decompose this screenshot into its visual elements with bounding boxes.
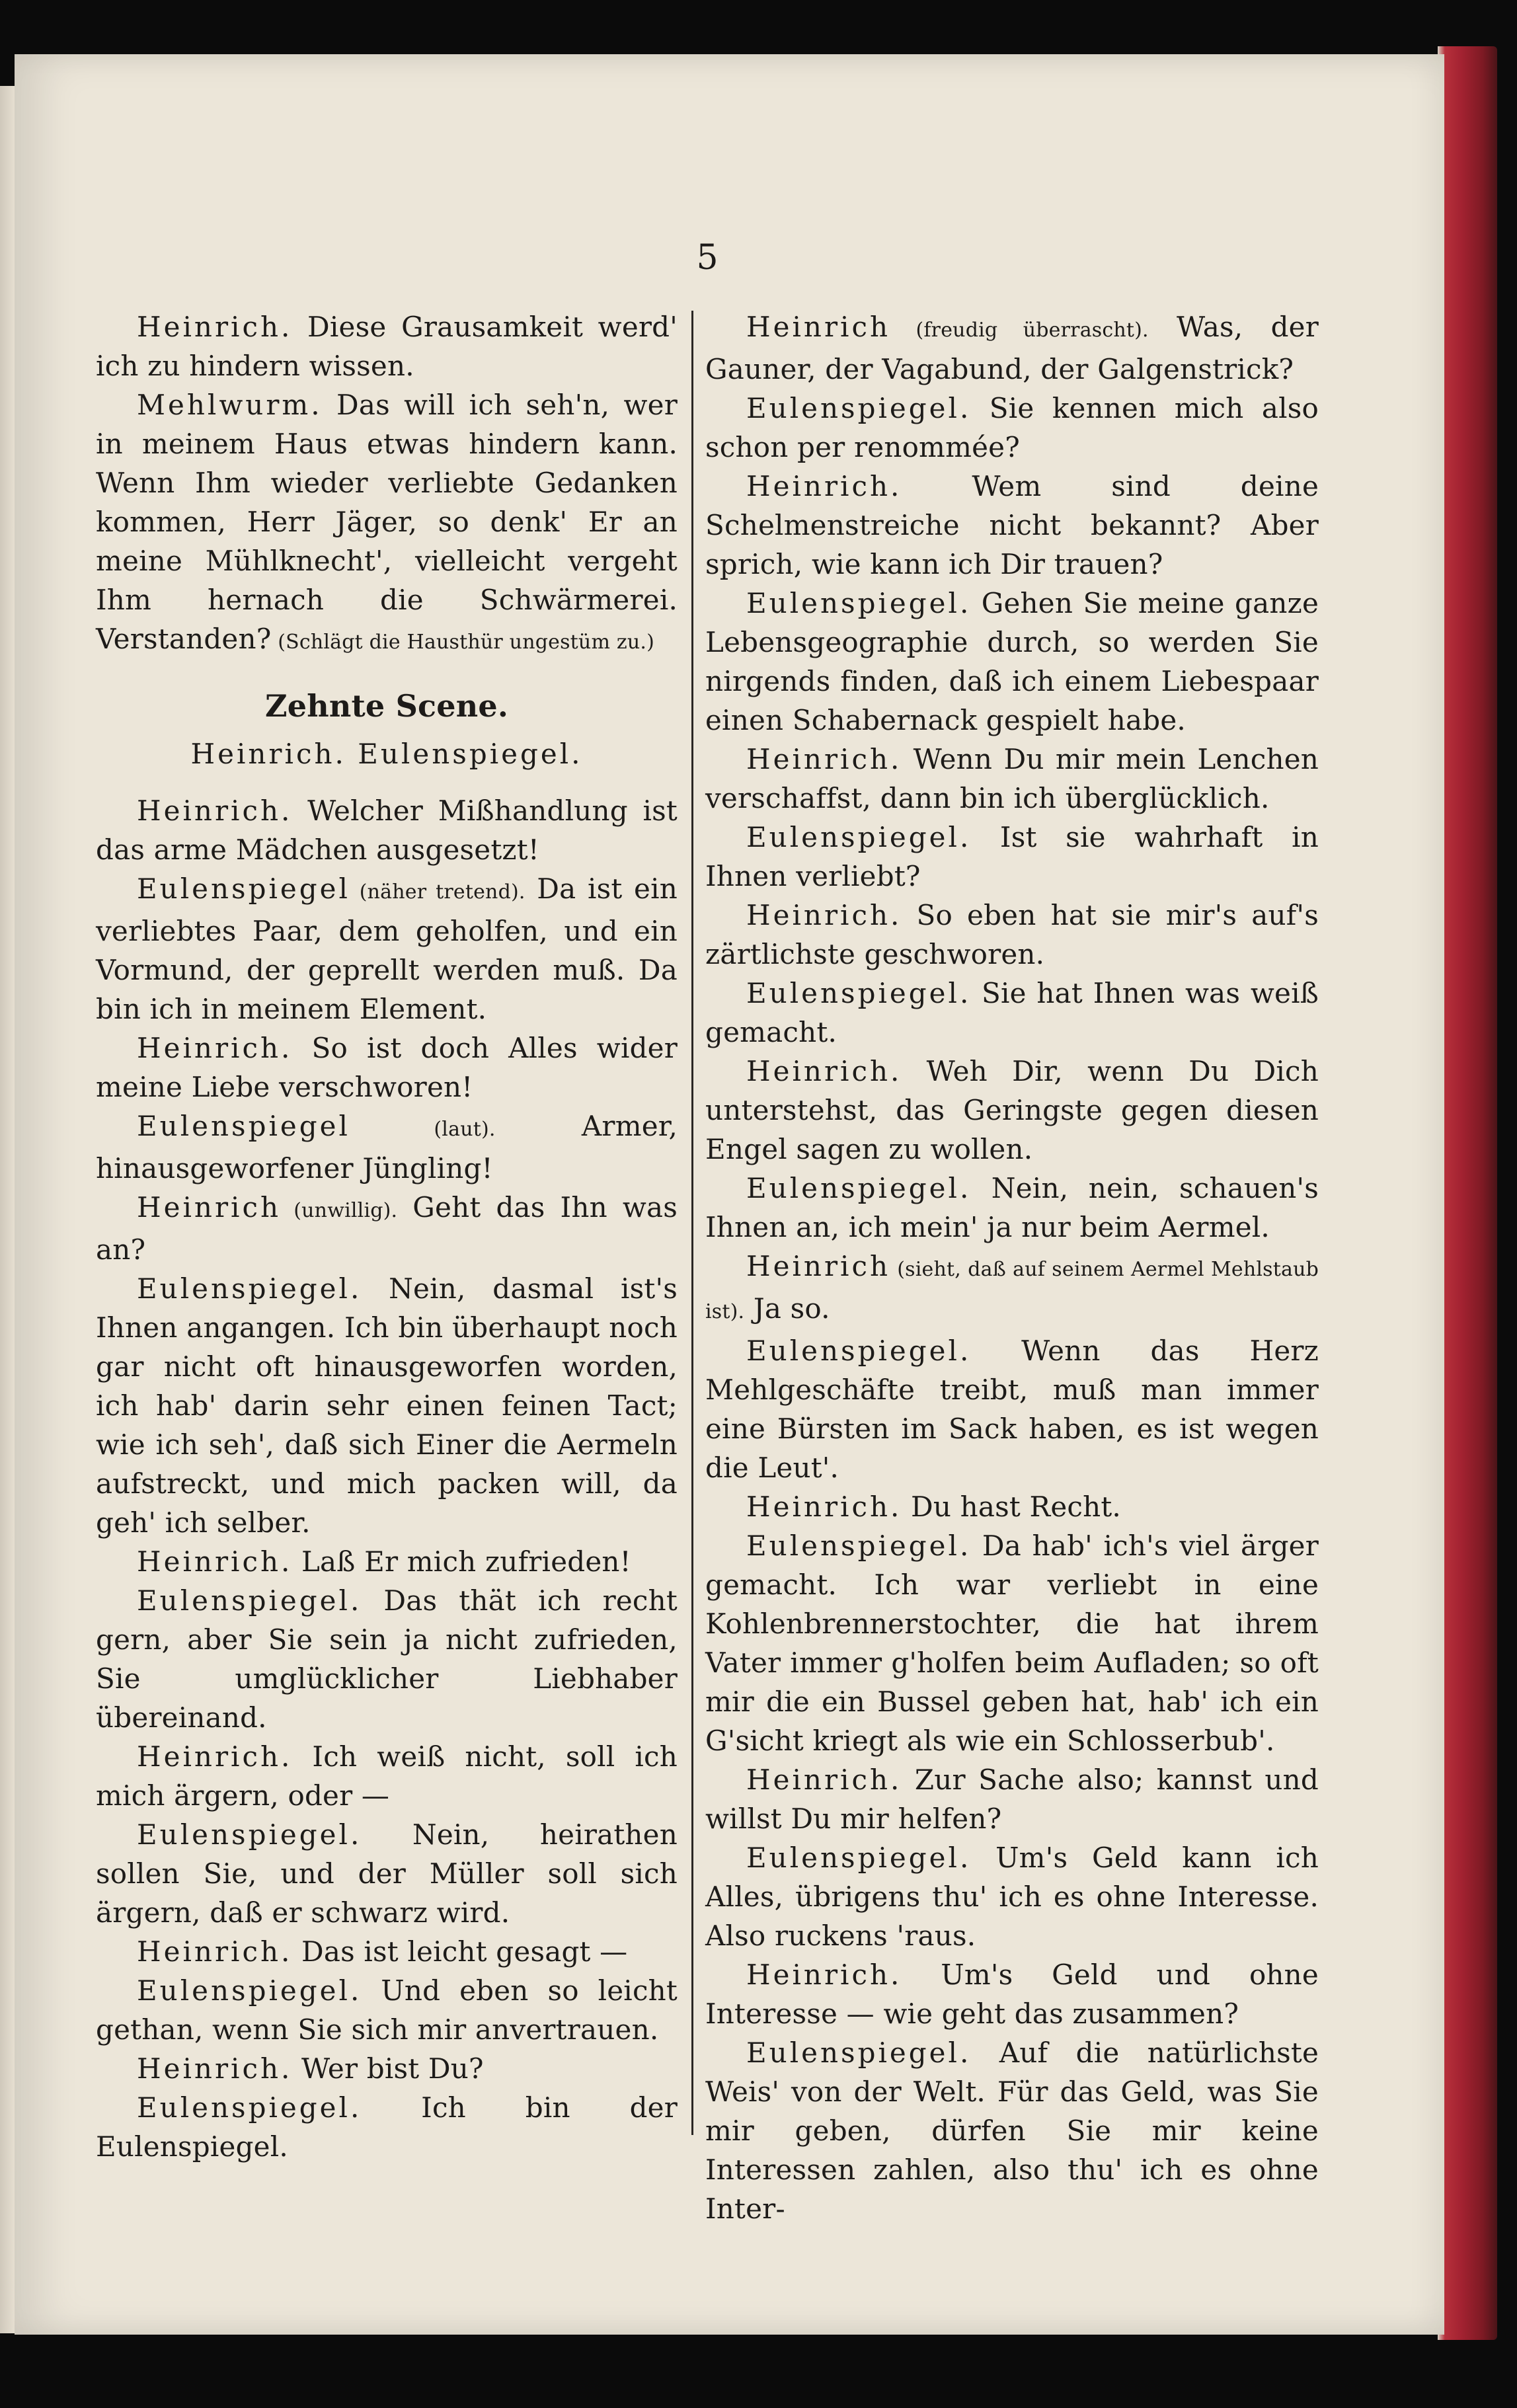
speaker-name: Eulenspiegel <box>137 1110 350 1142</box>
dialogue-text: Das thät ich recht gern, aber Sie sein ja nicht zufrieden, Sie umglücklicher Liebhaber übereinand. <box>96 1584 678 1734</box>
speaker-name: Eulenspiegel. <box>137 1818 362 1851</box>
dialogue-text: Zur Sache also; kannst und willst Du mir helfen? <box>705 1764 1319 1835</box>
stage-direction: (freudig überrascht). <box>890 319 1149 342</box>
dialogue-text: Weh Dir, wenn Du Dich unterstehst, das Geringste gegen diesen Engel sagen zu wollen. <box>705 1055 1319 1165</box>
dialogue-text: Wer bist Du? <box>292 2052 484 2085</box>
dialogue-text: Welcher Mißhandlung ist das arme Mädchen ausgesetzt! <box>96 795 678 866</box>
speaker-name: Eulenspiegel. <box>746 1842 972 1874</box>
dialogue-text: Nein, nein, schauen's Ihnen an, ich mein' ja nur beim Aermel. <box>705 1172 1319 1243</box>
dialogue-text: So ist doch Alles wider meine Liebe verschworen! <box>96 1032 678 1103</box>
dialogue-line <box>96 2049 678 2088</box>
dialogue-text: Ich bin der Eulenspiegel. <box>96 2091 678 2163</box>
dialogue-line <box>96 1542 678 1581</box>
dialogue-line <box>96 1029 678 1107</box>
speaker-name: Heinrich <box>746 1250 891 1282</box>
dialogue-line <box>96 1737 678 1815</box>
dialogue-text: Ist sie wahrhaft in Ihnen verliebt? <box>705 821 1319 892</box>
speaker-name: Eulenspiegel <box>137 873 350 905</box>
dialogue-text: Um's Geld kann ich Alles, übrigens thu' ich es ohne Interesse. Also ruckens 'raus. <box>705 1842 1319 1952</box>
dialogue-text: Wem sind deine Schelmenstreiche nicht bekannt? Aber sprich, wie kann ich Dir trauen? <box>705 470 1319 580</box>
dialogue-line <box>96 1815 678 1932</box>
speaker-name: Heinrich. <box>746 1959 902 1991</box>
speaker-name: Eulenspiegel. <box>746 977 972 1009</box>
speaker-name: Heinrich. <box>137 1032 293 1064</box>
speaker-name: Heinrich <box>137 1191 282 1223</box>
dialogue-text: Diese Grausamkeit werd' ich zu hindern wissen. <box>96 311 678 382</box>
book-cover-edge <box>1438 46 1497 2340</box>
speaker-name: Eulenspiegel. <box>746 1530 972 1562</box>
dialogue-line <box>96 1932 678 1971</box>
speaker-name: Eulenspiegel. <box>746 1172 972 1204</box>
dialogue-text: Um's Geld und ohne Interesse — wie geht das zusammen? <box>705 1959 1319 2030</box>
dialogue-text: Sie kennen mich also schon per renommée? <box>705 392 1319 463</box>
left-column <box>96 307 678 2166</box>
speaker-name: Eulenspiegel. <box>746 821 972 853</box>
dialogue-line <box>705 1487 1319 1526</box>
dialogue-line <box>96 1971 678 2049</box>
adjacent-page-edge <box>0 86 15 2333</box>
speaker-name: Heinrich. <box>746 470 902 502</box>
dialogue-text: Laß Er mich zufrieden! <box>292 1545 631 1578</box>
stage-direction: (laut). <box>350 1118 496 1141</box>
dialogue-line <box>96 307 678 385</box>
dialogue-line <box>705 1526 1319 1760</box>
dialogue-text: Sie hat Ihnen was weiß gemacht. <box>705 977 1319 1048</box>
dialogue-text: Was, der Gauner, der Vagabund, der Galgenstrick? <box>705 311 1319 385</box>
speaker-name: Heinrich. <box>746 1055 902 1087</box>
speaker-name: Heinrich <box>746 311 891 343</box>
dialogue-text: Da hab' ich's viel ärger gemacht. Ich war verliebt in eine Kohlenbrennerstochter, die hat ihrem Vater immer g'holfen beim Aufladen; so oft mir die ein Bussel geben hat, hab' ich ein G'sicht kriegt als wie ein Schlosserbub'. <box>705 1530 1319 1757</box>
dialogue-line <box>705 389 1319 467</box>
dialogue-line <box>705 974 1319 1052</box>
dialogue-line <box>705 818 1319 896</box>
dialogue-line <box>96 1269 678 1542</box>
dialogue-line <box>705 1838 1319 1955</box>
dialogue-text: Ich weiß nicht, soll ich mich ärgern, oder — <box>96 1740 678 1812</box>
stage-direction: (sieht, daß auf seinem Aermel Mehlstaub ist). <box>705 1258 1319 1323</box>
speaker-name: Eulenspiegel. <box>746 2037 972 2069</box>
dialogue-line <box>96 869 678 1029</box>
dialogue-line <box>705 1760 1319 1838</box>
speaker-name: Eulenspiegel. <box>137 1272 362 1305</box>
dialogue-text: Du hast Recht. <box>902 1491 1121 1523</box>
dialogue-line <box>705 896 1319 974</box>
speaker-name: Eulenspiegel. <box>137 2091 362 2124</box>
dialogue-line <box>705 1955 1319 2033</box>
dialogue-line <box>96 1188 678 1269</box>
dialogue-line <box>96 1581 678 1737</box>
column-divider <box>691 311 693 2135</box>
dialogue-line <box>96 1107 678 1188</box>
dialogue-line <box>705 467 1319 584</box>
dialogue-line <box>705 1169 1319 1247</box>
dialogue-line <box>705 1052 1319 1169</box>
stage-direction: (näher tretend). <box>350 880 525 904</box>
dialogue-line <box>705 307 1319 389</box>
dialogue-text: Nein, dasmal ist's Ihnen angangen. Ich bin überhaupt noch gar nicht oft hinausgeworfen worden, ich hab' darin sehr einen feinen Tact; wie ich seh', daß sich Einer die Aermeln aufstreckt, und mich packen will, da geh' ich selber. <box>96 1272 678 1539</box>
speaker-name: Heinrich. <box>137 311 293 343</box>
dialogue-text: Das will ich seh'n, wer in meinem Haus etwas hindern kann. Wenn Ihm wieder verliebte Gedanken kommen, Herr Jäger, so denk' Er an meine Mühlknecht', vielleicht vergeht Ihm hernach die Schwärmerei. Verstanden? <box>96 389 678 655</box>
speaker-name: Heinrich. <box>137 1740 293 1773</box>
stage-direction: (unwillig). <box>281 1199 398 1222</box>
dialogue-line <box>96 791 678 869</box>
dialogue-text: Und eben so leicht gethan, wenn Sie sich mir anvertrauen. <box>96 1974 678 2046</box>
dialogue-line <box>705 1331 1319 1487</box>
speaker-name: Heinrich. <box>746 899 902 931</box>
dialogue-line <box>96 2088 678 2166</box>
page-number: 5 <box>696 238 719 278</box>
dialogue-text: Ja so. <box>744 1292 830 1325</box>
dialogue-text: Geht das Ihn was an? <box>96 1191 678 1266</box>
speaker-name: Eulenspiegel. <box>137 1974 362 2007</box>
dialogue-text: Auf die natürlichste Weis' von der Welt. Für das Geld, was Sie mir geben, dürfen Sie mir keine Interessen zahlen, also thu' ich es ohne Inter- <box>705 2037 1319 2225</box>
speaker-name: Eulenspiegel. <box>746 392 972 424</box>
right-column <box>705 307 1319 2228</box>
dialogue-line <box>96 385 678 662</box>
speaker-name: Heinrich. <box>746 1764 902 1796</box>
scene-characters: Heinrich. Eulenspiegel. <box>190 738 583 770</box>
dialogue-line <box>705 584 1319 740</box>
dialogue-line <box>705 1247 1319 1331</box>
dialogue-text: So eben hat sie mir's auf's zärtlichste geschworen. <box>705 899 1319 970</box>
speaker-name: Eulenspiegel. <box>746 1335 972 1367</box>
dialogue-text: Da ist ein verliebtes Paar, dem geholfen, und ein Vormund, der geprellt werden muß. Da bin ich in meinem Element. <box>96 873 678 1025</box>
speaker-name: Heinrich. <box>137 795 293 827</box>
dialogue-text: Das ist leicht gesagt — <box>292 1935 628 1968</box>
speaker-name: Heinrich. <box>746 743 902 775</box>
speaker-name: Eulenspiegel. <box>137 1584 362 1617</box>
scene-heading: Zehnte Scene. <box>264 688 509 724</box>
stage-direction: (Schlägt die Hausthür ungestüm zu.) <box>271 631 654 654</box>
dialogue-text: Nein, heirathen sollen Sie, und der Müller soll sich ärgern, daß er schwarz wird. <box>96 1818 678 1929</box>
speaker-name: Heinrich. <box>137 1935 293 1968</box>
speaker-name: Eulenspiegel. <box>746 587 972 619</box>
dialogue-line <box>705 740 1319 818</box>
speaker-name: Mehlwurm. <box>137 389 323 421</box>
dialogue-text: Gehen Sie meine ganze Lebensgeographie durch, so werden Sie nirgends finden, daß ich einem Liebespaar einen Schabernack gespielt habe. <box>705 587 1319 736</box>
speaker-name: Heinrich. <box>746 1491 902 1523</box>
dialogue-line <box>705 2033 1319 2228</box>
dialogue-text: Wenn Du mir mein Lenchen verschaffst, dann bin ich überglücklich. <box>705 743 1319 814</box>
speaker-name: Heinrich. <box>137 1545 293 1578</box>
dialogue-text: Armer, hinausgeworfener Jüngling! <box>96 1110 678 1185</box>
speaker-name: Heinrich. <box>137 2052 293 2085</box>
dialogue-text: Wenn das Herz Mehlgeschäfte treibt, muß man immer eine Bürsten im Sack haben, es ist wegen die Leut'. <box>705 1335 1319 1484</box>
